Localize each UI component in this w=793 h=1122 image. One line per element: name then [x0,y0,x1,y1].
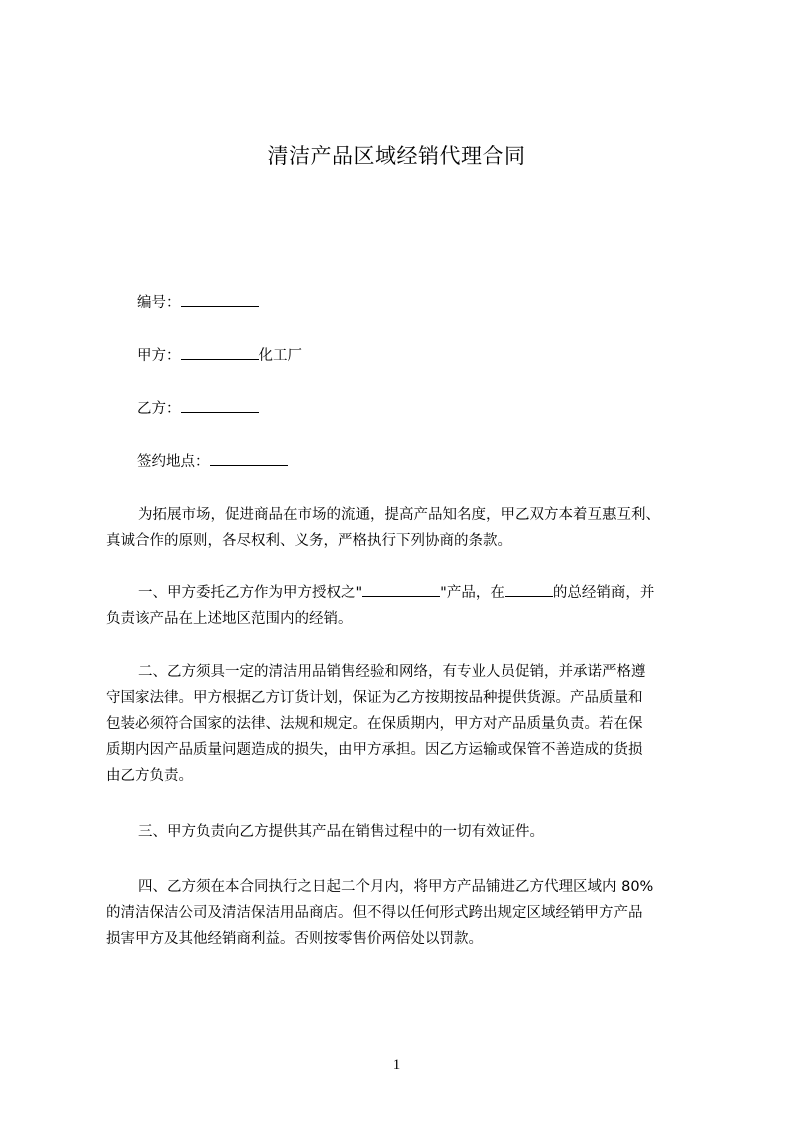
party-a-field [137,345,302,366]
clause-4-line: 的清洁保洁公司及清洁保洁用品商店。但不得以任何形式跨出规定区域经销甲方产品 [106,905,643,921]
party-a-suffix: 化工厂 [258,348,302,364]
clause-1-text-c: 的总经销商，并 [552,585,655,601]
intro-paragraph [106,502,706,554]
party-b-field [137,398,259,419]
clause-4-paragraph [106,874,706,952]
clause-1-text-b: "产品，在 [440,585,505,601]
clause-2-line: 守国家法律。甲方根据乙方订货计划，保证为乙方按期按品种提供货源。产品质量和 [106,690,643,706]
contract-number-label: 编号： [137,295,181,311]
clause-1-line: 负责该产品在上述地区范围内的经销。 [106,611,353,627]
intro-line: 为拓展市场，促进商品在市场的流通，提高产品知名度，甲乙双方本着互惠互利、 [138,507,660,523]
document-title: 清洁产品区域经销代理合同 [267,144,526,168]
region-blank [505,582,553,597]
party-a-label: 甲方： [137,348,181,364]
contract-number-blank [181,292,259,307]
party-b-label: 乙方： [137,401,181,417]
clause-2-line: 二、乙方须具一定的清洁用品销售经验和网络，有专业人员促销，并承诺严格遵 [138,664,646,680]
clause-4-line: 损害甲方及其他经销商利益。否则按零售价两倍处以罚款。 [106,931,483,947]
intro-line: 真诚合作的原则，各尽权利、义务，严格执行下列协商的条款。 [106,533,512,549]
contract-number-field [137,292,259,313]
clause-1-text-a: 一、甲方委托乙方作为甲方授权之" [138,585,363,601]
signing-place-label: 签约地点： [137,454,210,470]
clause-1-paragraph [106,580,706,632]
clause-3-paragraph [106,819,706,845]
clause-2-line: 质期内因产品质量问题造成的损失，由甲方承担。因乙方运输或保管不善造成的货损 [106,742,643,758]
clause-1-line [106,580,706,606]
clause-2-line: 包装必须符合国家的法律、法规和规定。在保质期内，甲方对产品质量负责。若在保 [106,716,643,732]
clause-4-line: 四、乙方须在本合同执行之日起二个月内，将甲方产品铺进乙方代理区域内 80% [138,879,654,895]
party-b-blank [181,398,259,413]
signing-place-blank [210,451,288,466]
clause-2-line: 由乙方负责。 [106,768,193,784]
clause-2-paragraph [106,659,706,789]
clause-3-line: 三、甲方负责向乙方提供其产品在销售过程中的一切有效证件。 [138,824,544,840]
signing-place-field [137,451,288,472]
product-name-blank [362,582,440,597]
party-a-blank [181,345,259,360]
page-number: 1 [392,1057,401,1073]
